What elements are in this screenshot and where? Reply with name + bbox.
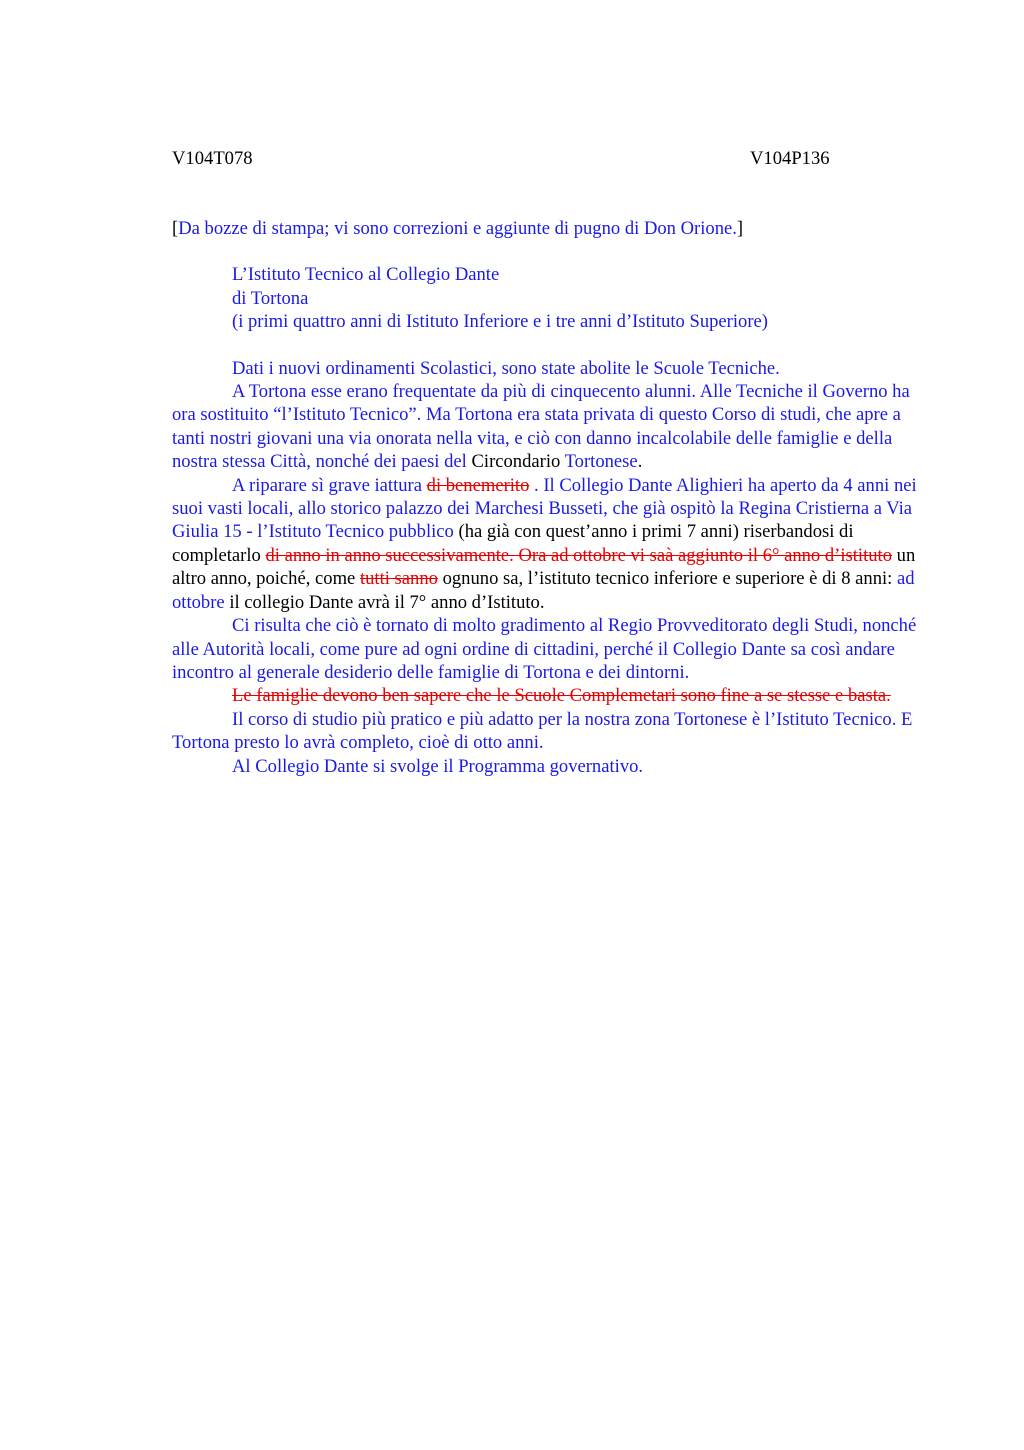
p3-deleted-3: tutti sanno	[359, 568, 438, 590]
p2-text-d: .	[637, 451, 643, 473]
p2-text-b: Circondario	[471, 451, 561, 473]
p3-text-c: (ha già con quest’anno i primi 7 anni) riserbandosi di completarlo	[172, 521, 854, 566]
paragraph-6: Il corso di studio più pratico e più adatto per la nostra zona Tortonese è l’Istituto Tecnico. E Tortona presto lo avrà completo, cioè di otto anni.	[172, 708, 913, 754]
document-page	[172, 147, 932, 778]
note-close-bracket: ]	[736, 218, 744, 239]
note-text: Da bozze di stampa; vi sono correzioni e aggiunte di pugno di Don Orione.	[178, 218, 737, 239]
note-open-bracket: [	[172, 218, 179, 239]
p2-text-c: Tortonese	[560, 451, 638, 473]
p2-text-a: A Tortona esse erano frequentate da più di cinquecento alunni. Alle Tecniche il Governo ha ora sostituito “l’Istituto Tecnico”. Ma Tortona era stata privata di questo Corso di studi, che apre a tanti nostri giovani una via onorata nella vita, e ciò con danno incalcolabile delle famiglie e della nostra stessa Città, nonché dei paesi del	[172, 381, 910, 473]
p3-text-f: ad ottobre	[172, 568, 915, 613]
paragraph-4: Ci risulta che ciò è tornato di molto gradimento al Regio Provveditorato degli Studi, nonché alle Autorità locali, come pure ad ogni ordine di cittadini, perché il Collegio Dante sa così andare incontro al generale desiderio delle famiglie di Tortona e dei dintorni.	[172, 615, 917, 683]
paragraph-2	[172, 380, 932, 474]
right-code: V104P136	[750, 148, 830, 169]
title-line-2: di Tortona	[232, 287, 309, 309]
editorial-note	[172, 217, 932, 240]
p3-text-b: . Il Collegio Dante Alighieri ha aperto da 4 anni nei suoi vasti locali, allo storico palazzo dei Marchesi Busseti, che già ospitò la Regina Cristierna a Via Giulia 15 - l’Istituto Tecnico pubblico	[172, 474, 917, 543]
title-line-1: L’Istituto Tecnico al Collegio Dante	[232, 264, 500, 286]
article-title	[172, 263, 932, 333]
title-line-3: (i primi quattro anni di Istituto Inferiore e i tre anni d’Istituto Superiore)	[232, 311, 768, 333]
paragraph-5-deleted: Le famiglie devono ben sapere che le Scuole Complemetari sono fine a se stesse e basta.	[232, 685, 891, 707]
p3-text-e: ognuno sa, l’istituto tecnico inferiore e superiore è di 8 anni:	[437, 568, 897, 590]
paragraph-7: Al Collegio Dante si svolge il Programma governativo.	[232, 755, 644, 777]
p3-text-d: un altro anno, poiché, come	[172, 544, 916, 590]
left-code: V104T078	[172, 148, 253, 169]
document-header	[172, 147, 932, 171]
paragraph-3	[172, 474, 932, 614]
article-body	[172, 357, 932, 778]
p3-text-g: il collegio Dante avrà il 7° anno d’Istituto.	[224, 591, 545, 613]
paragraph-1: Dati i nuovi ordinamenti Scolastici, sono state abolite le Scuole Tecniche.	[232, 357, 780, 379]
p3-text-a: A riparare sì grave iattura	[232, 474, 427, 496]
p3-deleted-2: di anno in anno successivamente. Ora ad ottobre vi saà aggiunto il 6° anno d’istituto	[265, 544, 893, 566]
p3-deleted-1: di benemerito	[426, 474, 530, 496]
